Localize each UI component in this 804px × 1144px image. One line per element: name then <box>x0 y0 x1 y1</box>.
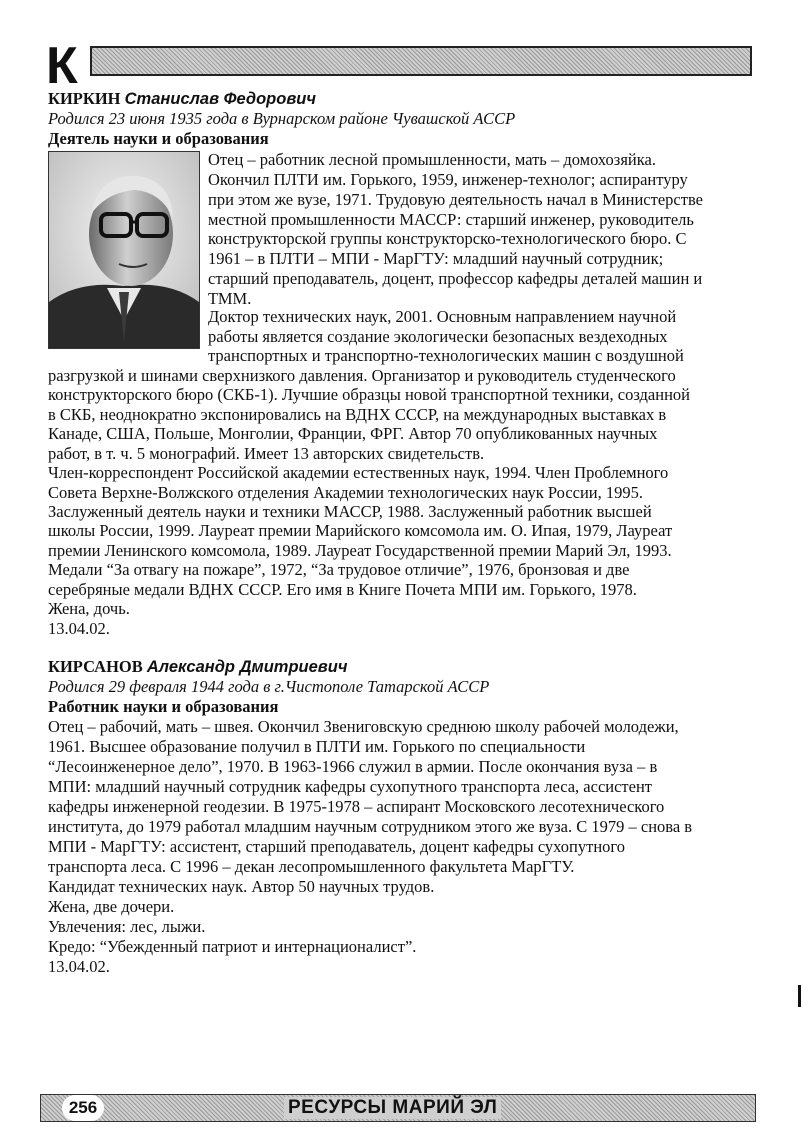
text-line: Кандидат технических наук. Автор 50 научных трудов. <box>48 877 435 896</box>
text-line: премии Ленинского комсомола, 1989. Лауреат Государственной премии Марий Эл, 1993. <box>48 541 672 560</box>
text-line: Окончил ПЛТИ им. Горького, 1959, инженер-технолог; аспирантуру <box>208 170 688 189</box>
text-line: Канаде, США, Польше, Монголии, Франции, ФРГ. Автор 70 опубликованных научных <box>48 424 658 443</box>
footer-title: РЕСУРСЫ МАРИЙ ЭЛ <box>284 1097 501 1119</box>
text-line: разгрузкой и шинами сверхнизкого давления. Организатор и руководитель студенческого <box>48 366 676 385</box>
text-line: конструкторского бюро (СКБ-1). Лучшие образцы новой транспортной техники, созданной <box>48 385 690 404</box>
given-name: Александр Дмитриевич <box>146 658 348 676</box>
text-line: серебряные медали ВДНХ СССР. Его имя в Книге Почета МПИ им. Горького, 1978. <box>48 580 637 599</box>
text-line: транспортных и транспортно-технологических машин с воздушной <box>208 346 684 365</box>
role-title: Деятель науки и образования <box>48 129 269 148</box>
text-line: школы России, 1999. Лауреат премии Марийского комсомола им. О. Ипая, 1979, Лауреат <box>48 521 673 540</box>
scan-edge-mark <box>798 985 801 1007</box>
text-line: работ, в т. ч. 5 монографий. Имеет 13 авторских свидетельств. <box>48 444 485 463</box>
text-line: Заслуженный деятель науки и техники МАССР, 1988. Заслуженный работник высшей <box>48 502 652 521</box>
text-line: при этом же вузе, 1971. Трудовую деятельность начал в Министерстве <box>208 190 703 209</box>
text-line: МПИ: младший научный сотрудник кафедры сухопутного транспорта леса, ассистент <box>48 777 652 796</box>
portrait-photo <box>48 151 200 349</box>
entry-name <box>48 657 347 677</box>
text-line: в СКБ, неоднократно экспонировались на ВДНХ СССР, на международных выставках в <box>48 405 667 424</box>
page-number: 256 <box>62 1095 104 1121</box>
surname: КИРКИН <box>48 89 121 108</box>
date-line: 13.04.02. <box>48 619 110 638</box>
text-line: конструкторской группы конструкторско-технологического бюро. С <box>208 229 687 248</box>
entry-name <box>48 89 316 109</box>
text-line: ТММ. <box>208 289 252 308</box>
text-line: Жена, дочь. <box>48 599 130 618</box>
text-line: института, до 1979 работал младшим научным сотрудником этого же вуза. С 1979 – снова в <box>48 817 693 836</box>
text-line: старший преподаватель, доцент, профессор кафедры деталей машин и <box>208 269 703 288</box>
text-line: кафедры инженерной геодезии. В 1975-1978 – аспирант Московского лесотехнического <box>48 797 665 816</box>
text-line: транспорта леса. С 1996 – декан лесопромышленного факультета МарГТУ. <box>48 857 575 876</box>
text-line: Увлечения: лес, лыжи. <box>48 917 206 936</box>
header-bar <box>90 46 752 76</box>
surname: КИРСАНОВ <box>48 657 143 676</box>
text-line: 1961. Высшее образование получил в ПЛТИ им. Горького по специальности <box>48 737 586 756</box>
given-name: Станислав Федорович <box>124 90 316 108</box>
text-line: Кредо: “Убежденный патриот и интернационалист”. <box>48 937 417 956</box>
text-line: Жена, две дочери. <box>48 897 175 916</box>
text-line: Отец – работник лесной промышленности, мать – домохозяйка. <box>208 150 656 169</box>
text-line: Отец – рабочий, мать – швея. Окончил Звениговскую среднюю школу рабочей молодежи, <box>48 717 679 736</box>
role-title: Работник науки и образования <box>48 697 279 716</box>
text-line: МПИ - МарГТУ: ассистент, старший преподаватель, доцент кафедры сухопутного <box>48 837 626 856</box>
text-line: Член-корреспондент Российской академии естественных наук, 1994. Член Проблемного <box>48 463 669 482</box>
text-line: “Лесоинженерное дело”, 1970. В 1963-1966 служил в армии. После окончания вуза – в <box>48 757 658 776</box>
section-letter: К <box>46 37 78 95</box>
date-line: 13.04.02. <box>48 957 110 976</box>
birth-info: Родился 29 февраля 1944 года в г.Чистополе Татарской АССР <box>48 677 490 696</box>
text-line: 1961 – в ПЛТИ – МПИ - МарГТУ: младший научный сотрудник; <box>208 249 664 268</box>
text-line: Доктор технических наук, 2001. Основным направлением научной <box>208 307 677 326</box>
birth-info: Родился 23 июня 1935 года в Вурнарском районе Чувашской АССР <box>48 109 516 128</box>
text-line: работы является создание экологически безопасных вездеходных <box>208 327 668 346</box>
text-line: Совета Верхне-Волжского отделения Академии технологических наук России, 1995. <box>48 483 643 502</box>
text-line: Медали “За отвагу на пожаре”, 1972, “За трудовое отличие”, 1976, бронзовая и две <box>48 560 630 579</box>
text-line: местной промышленности МАССР: старший инженер, руководитель <box>208 210 694 229</box>
